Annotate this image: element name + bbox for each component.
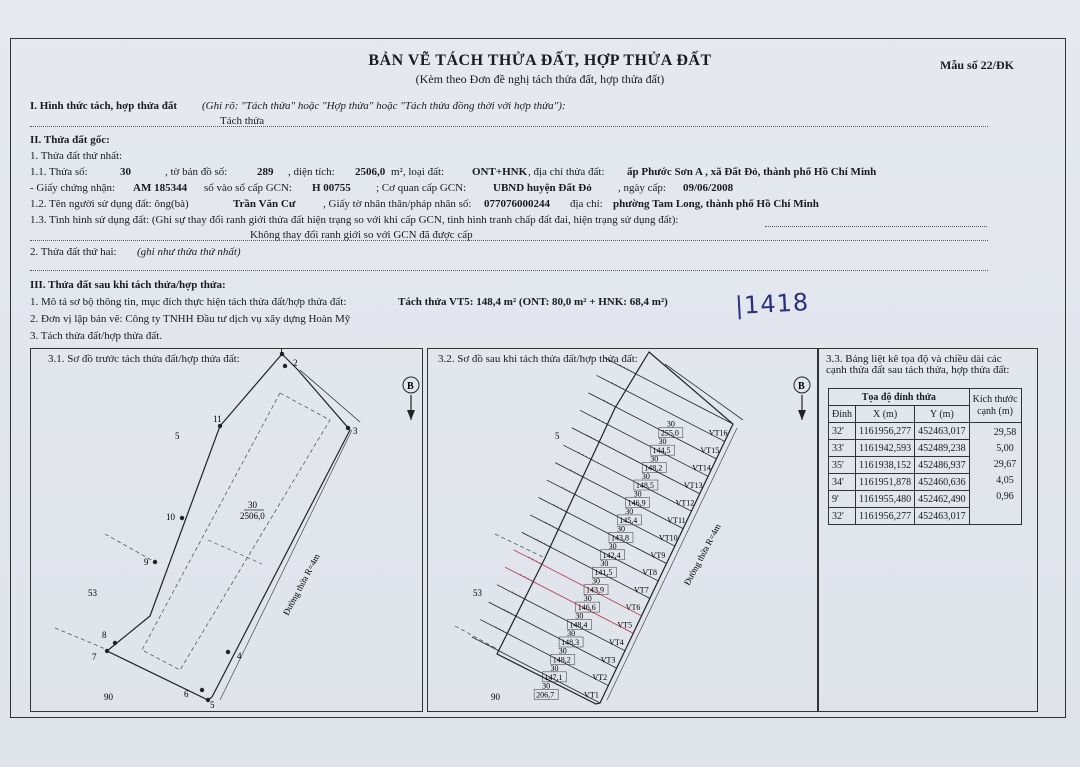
line12-label: 1.2. Tên người sử dụng đất: ông(bà) [30,198,189,210]
vertex-label: 8 [102,630,107,640]
y-cell: 452489,238 [915,440,970,457]
x-cell: 1161951,878 [856,474,915,491]
y-cell: 452460,636 [915,474,970,491]
edge-lengths [983,425,1027,505]
col-x-header: X (m) [856,406,915,423]
parcel-id-label: VT15 [700,446,720,456]
vertex-cell: 9' [829,491,856,508]
dotted-line [30,126,988,127]
dotted-line [30,240,988,241]
col-y-header: Y (m) [915,406,970,423]
section2-heading: II. Thửa đất gốc: [30,134,110,146]
neighbor-label: 90 [104,692,113,702]
area-value: 2506,0 [355,166,386,178]
parcel-dash-mark [612,382,627,390]
handwritten-note: |1418 [734,288,810,320]
parcel-number-label: 30 [633,489,642,499]
section2-line1: 1. Thửa đất thứ nhất: [30,150,123,162]
vertex-cell: 32' [829,508,856,525]
panel2-heading: 3.2. Sơ đồ sau khi tách thửa đất/hợp thửa đất: [438,353,638,365]
panel3-heading-line2: cạnh thửa đất sau tách thửa, hợp thửa đất: [826,364,1010,376]
id-number: 077076000244 [484,198,550,210]
parcel-number-label: 30 [542,681,551,691]
road-label: Đường thửa R=4m [681,522,723,587]
parcel-dash-mark [529,557,544,565]
line11-label: 1.1. Thửa số: [30,166,88,178]
parcel-number-label: 30 [641,472,650,482]
land-type: ONT+HNK [472,166,528,178]
panel3-heading-line1: 3.3. Bảng liệt kê tọa độ và chiều dài các [826,353,1002,365]
parcel-id-label: VT12 [675,498,695,508]
parcel-address: ấp Phước Sơn A , xã Đất Đỏ, thành phố Hồ Chí Minh [627,166,877,178]
parcel-area-label: 148,4 [569,620,588,630]
parcel-number-label: 30 [616,524,625,534]
parcel-number: 30 [120,166,131,178]
parcel-number-label: 30 [666,419,675,429]
parcel-number-label: 30 [558,646,567,656]
vertex-cell: 34' [829,474,856,491]
road-label: Đường thửa R=4m [280,552,322,617]
edge-length: 29,58 [993,427,1017,438]
section3-line1-value: Tách thửa VT5: 148,4 m² (ONT: 80,0 m² + HNK: 68,4 m²) [398,296,668,308]
y-cell: 452462,490 [915,491,970,508]
parcel-divider-line [605,358,733,424]
svg-text:B: B [798,381,805,392]
line13-value: Không thay đổi ranh giới so với GCN đã được cấp [250,229,473,241]
parcel-id-label: VT6 [625,603,641,613]
parcel-id-label: VT4 [609,637,624,647]
parcel-area-label: 148,3 [561,637,580,647]
document-title: BẢN VẼ TÁCH THỬA ĐẤT, HỢP THỬA ĐẤT [368,52,712,69]
svg-text:B: B [407,381,414,392]
agency-name: UBND huyện Đất Đỏ [493,182,592,194]
parcel-id-label: VT1 [584,690,599,700]
y-cell: 452486,937 [915,457,970,474]
parcel-area-label: 146,6 [577,603,596,613]
dotted-line [30,270,988,271]
x-cell: 1161956,277 [856,423,915,440]
edge-length: 4,05 [996,475,1014,486]
line2-label: 2. Thửa đất thứ hai: [30,246,117,258]
parcel-id-label: VT14 [692,463,711,473]
x-cell: 1161956,277 [856,508,915,525]
neighbor-label: 53 [473,588,482,598]
col-length-title: Kích thước [972,393,1018,405]
area-unit: m², loại đất: [391,166,445,178]
section3-line1-label: 1. Mô tả sơ bộ thông tin, mục đích thực hiện tách thửa đất/hợp thửa đất: [30,296,347,308]
parcel-number-label: 30 [658,437,667,447]
map-number: 289 [257,166,274,178]
x-cell: 1161955,480 [856,491,915,508]
line2-note: (ghi như thửa thứ nhất) [137,246,241,258]
section3-heading: III. Thửa đất sau khi tách thửa/hợp thửa: [30,279,226,291]
section1-value: Tách thửa [220,115,265,127]
parcel-area-label: 141,5 [594,568,613,578]
date-label: , ngày cấp: [618,182,666,194]
section3-line3: 3. Tách thửa đất/hợp thửa đất. [30,330,163,342]
vertex-label: 2 [293,358,298,368]
vertex-label: 10 [166,512,175,522]
map-label: , tờ bản đồ số: [165,166,228,178]
vertex-label: 9 [144,557,149,567]
book-label: số vào sổ cấp GCN: [204,182,292,194]
vertex-cell: 32' [829,423,856,440]
parcel-area-label: 148,2 [552,655,571,665]
y-cell: 452463,017 [915,423,970,440]
parcel-area-label: 148,2 [644,463,663,473]
cert-number: AM 185344 [133,182,188,194]
parcel-number-label: 30 [592,576,601,586]
neighbor-label: 5 [175,431,180,441]
vertex-label: 4 [237,651,242,661]
parcel-area-label: 144,5 [652,446,671,456]
form-number: Mẫu số 22/ĐK [940,58,1015,72]
parcel-area-label: 148,5 [635,481,654,491]
panel3-heading [826,354,1009,376]
vertex-label: 5 [210,700,215,710]
col-vertex-header: Đỉnh [829,406,856,423]
agency-label: ; Cơ quan cấp GCN: [376,182,467,194]
id-label: , Giấy tờ nhân thân/pháp nhân số: [323,198,472,210]
owner-name: Trần Văn Cư [233,198,296,210]
cert-label: - Giấy chứng nhận: [30,182,116,194]
vertex-label: 1 [279,348,284,355]
parcel-area-label: 255,0 [660,428,679,438]
section1-heading: I. Hình thức tách, hợp thửa đất [30,100,178,112]
parcel-area-label: 145,4 [619,515,638,525]
parcel-number-label: 30 [608,541,617,551]
area-label: , diện tích: [288,166,335,178]
parcel-number-label: 30 [248,500,257,510]
parcel-id-label: VT2 [592,672,608,682]
parcel-dash-mark [537,539,552,547]
north-arrow-icon [403,377,419,420]
parcel-id-label: VT7 [634,585,649,595]
vertex-label: 7 [92,652,97,662]
parcel-number-label: 30 [625,506,634,516]
panel1-heading: 3.1. Sơ đồ trước tách thửa đất/hợp thửa đất: [48,353,240,365]
dotted-line [765,226,987,227]
parcel-id-label: VT9 [650,550,666,560]
section1-note: (Ghi rõ: "Tách thửa" hoặc "Hợp thửa" hoặc "Tách thửa đồng thời với hợp thửa"): [202,100,566,112]
vertex-cell: 33' [829,440,856,457]
col-length-header [969,389,1021,423]
parcel-id-label: VT3 [600,655,616,665]
parcel-number-label: 30 [550,663,559,673]
parcel-area-label: 206,7 [536,690,555,700]
parcel-id-label: VT8 [642,568,658,578]
col-coords-header: Tọa độ đỉnh thửa [829,389,970,406]
parcel-area-label: 143,9 [586,585,605,595]
neighbor-label: 53 [88,588,97,598]
parcel-id-label: VT5 [617,620,633,630]
vertex-label: 6 [184,689,189,699]
parcel-id-label: VT13 [683,481,703,491]
parcel-area-label: 2506,0 [240,511,265,521]
neighbor-label: 90 [491,692,500,702]
owner-address-label: địa chỉ: [570,198,603,210]
parcel-id-label: VT16 [708,428,728,438]
x-cell: 1161938,152 [856,457,915,474]
y-cell: 452463,017 [915,508,970,525]
address-label: , địa chỉ thửa đất: [528,166,605,178]
parcel-dash-mark [545,522,560,530]
vertex-label: 3 [353,426,358,436]
parcel-number-label: 30 [583,594,592,604]
section3-line2: 2. Đơn vị lập bản vẽ: Công ty TNHH Đầu tư dịch vụ xây dựng Hoàn Mỹ [30,313,351,325]
parcel-dash-mark [620,365,635,373]
neighbor-label: 5 [555,431,560,441]
parcel-number-label: 30 [600,559,609,569]
col-length-unit: cạnh (m) [977,405,1013,417]
edge-length: 29,67 [993,459,1017,470]
edge-length: 0,96 [996,491,1014,502]
x-cell: 1161942,593 [856,440,915,457]
north-arrow-icon [794,377,810,420]
line13-label: 1.3. Tình hình sử dụng đất: (Ghi sự thay đổi ranh giới thửa đất hiện trạng so với khi cấp GCN, tình hình tranh chấp đất đai, hiện trạng sử dụng đất): [30,214,679,226]
parcel-id-label: VT11 [667,515,686,525]
parcel-area-label: 143,8 [610,533,629,543]
vertex-label: 11 [213,414,222,424]
book-number: H 00755 [312,182,351,194]
parcel-area-label: 146,9 [627,498,646,508]
parcel-area-label: 142,4 [602,550,621,560]
issue-date: 09/06/2008 [683,182,734,194]
before-split-diagram [30,348,421,710]
document-subtitle: (Kèm theo Đơn đề nghị tách thửa đất, hợp thửa đất) [415,72,665,86]
edge-length: 5,00 [996,443,1014,454]
after-split-diagram [427,348,816,710]
parcel-number-label: 30 [567,628,576,638]
vertex-cell: 35' [829,457,856,474]
parcel-id-label: VT10 [658,533,678,543]
parcel-number-label: 30 [650,454,659,464]
parcel-area-label: 147,1 [544,672,563,682]
owner-address: phường Tam Long, thành phố Hồ Chí Minh [613,198,819,210]
parcel-number-label: 30 [575,611,584,621]
